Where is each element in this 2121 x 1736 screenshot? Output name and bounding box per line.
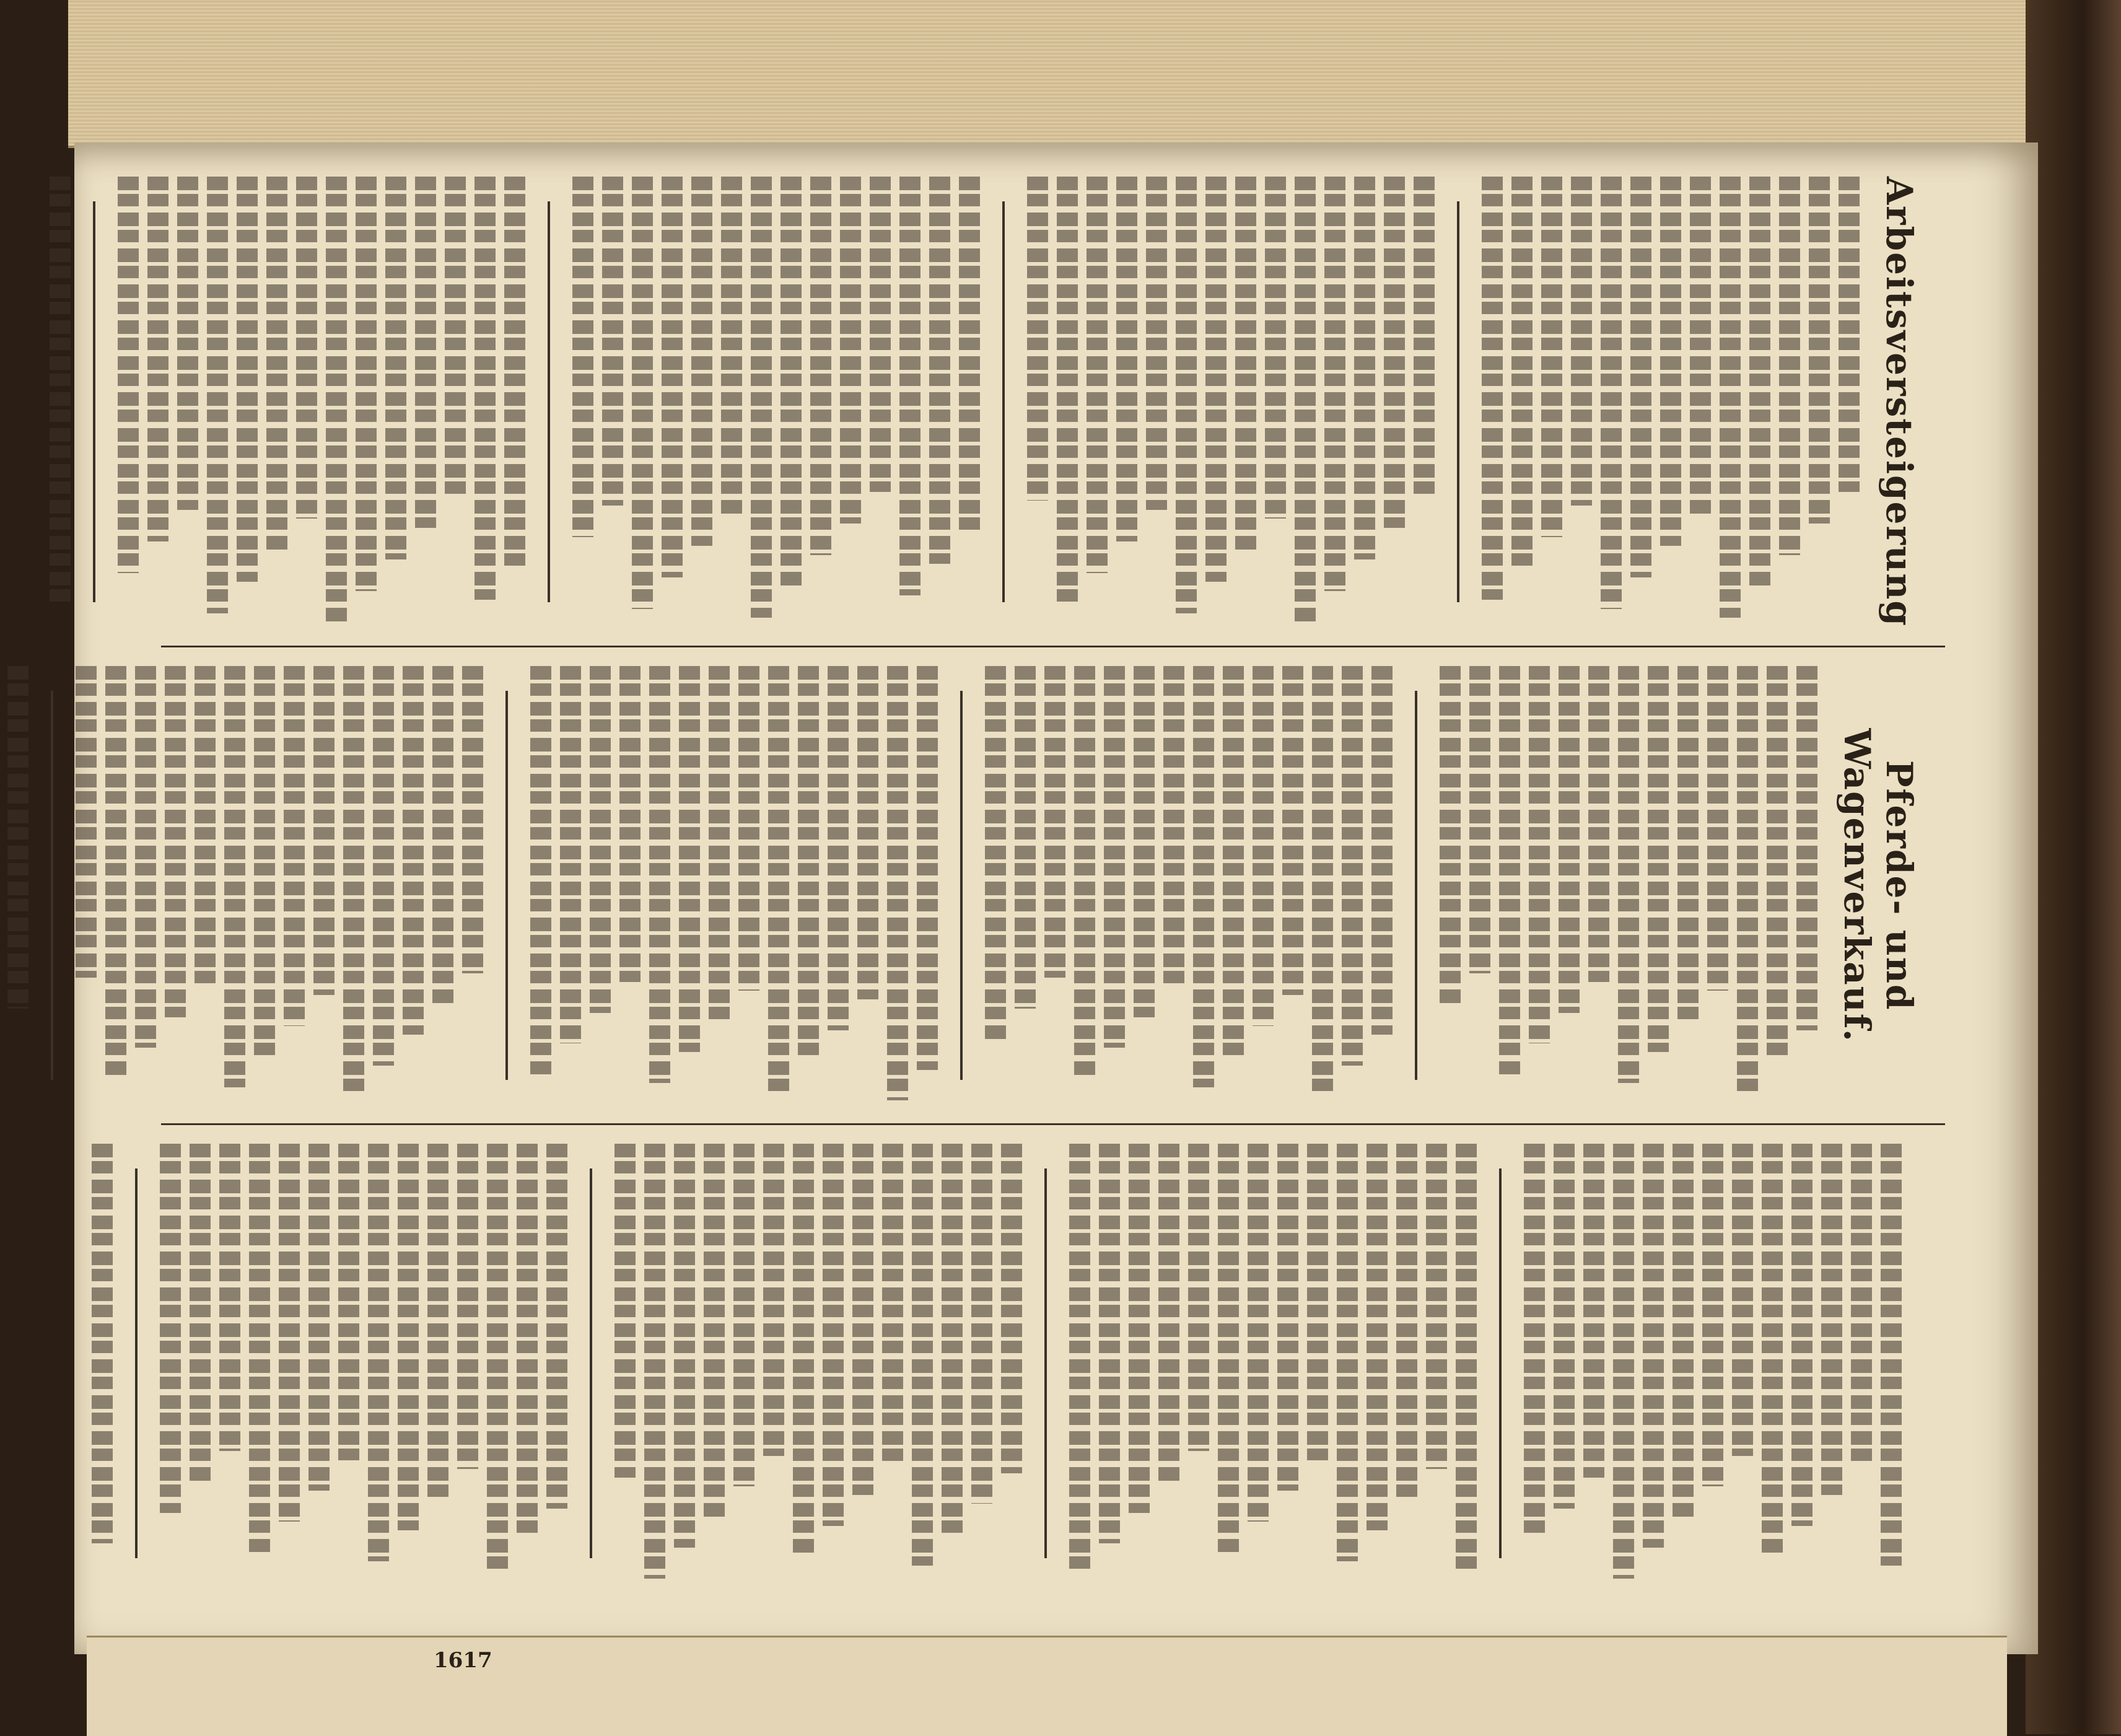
text-line [1324,177,1345,591]
text-line [1618,666,1639,1083]
text-line [165,666,186,1017]
text-line [1129,1144,1150,1512]
text-line [1312,666,1333,1096]
column-heading: Pferde- und Wagenverkauf. [1836,728,1920,1043]
text-line [7,666,28,1009]
section-rule [1044,1168,1047,1558]
text-line [1354,177,1375,559]
text-line [1809,177,1830,524]
text-line [1839,177,1860,492]
text-line [1223,666,1244,1057]
text-line [1648,666,1669,1053]
text-line [1282,666,1303,995]
text-line [504,177,525,568]
text-line [308,1144,330,1491]
section-rule [1002,201,1005,602]
text-line [560,666,581,1043]
text-line [1673,1144,1694,1517]
text-line [1074,666,1095,1079]
text-line [751,177,772,618]
text-line [614,1144,636,1477]
section-rule [135,1168,138,1558]
text-line [1702,1144,1723,1486]
text-line [1044,666,1065,978]
text-line [572,177,593,537]
text-line [899,177,921,595]
section-rule [1457,201,1459,602]
text-line [427,1144,448,1499]
text-line [887,666,908,1100]
text-line [118,177,139,573]
text-line [1571,177,1592,506]
text-line [1440,666,1461,1004]
text-line [828,666,849,1030]
text-line [190,1144,211,1482]
text-line [1456,1144,1477,1569]
text-line [1554,1144,1575,1508]
text-line [219,1144,240,1451]
text-line [1001,1144,1022,1473]
text-line [207,177,228,613]
text-line [177,177,198,510]
text-line [1384,177,1405,528]
text-line [1737,666,1758,1092]
text-line [823,1144,844,1525]
section-rule [590,1168,592,1558]
text-line [942,1144,963,1535]
column-right [161,1123,1945,1602]
text-line [1134,666,1155,1017]
text-line [1601,177,1622,609]
text-line [1396,1144,1417,1499]
text-line [517,1144,538,1539]
text-line [1613,1144,1634,1578]
column-left [161,158,1945,646]
text-line [1541,177,1562,537]
text-line [1342,666,1363,1066]
text-line [917,666,938,1070]
text-line [1643,1144,1664,1548]
text-line [343,666,364,1096]
text-line [92,1144,113,1543]
text-line [296,177,317,519]
text-line [368,1144,389,1561]
text-line [474,177,496,600]
text-line [674,1144,695,1548]
text-line [1511,177,1533,568]
text-line [959,177,980,532]
text-line [373,666,394,1066]
text-line [1469,666,1490,973]
text-line [266,177,287,550]
text-line [1791,1144,1813,1525]
text-line [1116,177,1137,541]
text-line [590,666,611,1013]
text-line [1367,1144,1388,1530]
text-line [679,666,700,1053]
text-line [870,177,891,492]
text-line [1235,177,1256,550]
section-rule [960,691,963,1081]
text-line [721,177,742,514]
text-line [738,666,759,991]
text-line [1295,177,1316,623]
text-line [1371,666,1393,1035]
text-line [1414,177,1435,496]
text-line [1524,1144,1545,1539]
text-line [135,666,156,1048]
section-rule [51,691,53,1081]
text-line [733,1144,754,1486]
text-line [1426,1144,1447,1468]
text-line [1027,177,1048,501]
text-line [1720,177,1741,618]
text-line [1690,177,1711,514]
text-line [249,1144,270,1552]
text-line [1248,1144,1269,1521]
text-line [852,1144,873,1495]
text-line [985,666,1006,1039]
text-line [1499,666,1520,1074]
text-line [338,1144,359,1460]
text-line [284,666,305,1026]
text-line [432,666,453,1004]
text-line [546,1144,567,1508]
text-line [810,177,831,555]
text-line [1176,177,1197,613]
text-line [415,177,436,528]
text-line [1277,1144,1298,1491]
text-line [1193,666,1214,1087]
text-line [224,666,245,1087]
text-line [768,666,789,1092]
text-line [619,666,641,982]
section-rule [1415,691,1417,1081]
text-line [1821,1144,1842,1495]
text-line [1707,666,1728,991]
text-line [1677,666,1699,1022]
text-line [457,1144,478,1468]
text-line [76,666,97,978]
text-line [403,666,424,1035]
text-line [1057,177,1078,605]
text-line [1583,1144,1604,1477]
text-line [237,177,258,582]
text-line [1015,666,1036,1009]
text-line [1762,1144,1783,1556]
text-line [1099,1144,1120,1543]
text-line [356,177,377,591]
text-lines [7,666,1817,1105]
text-line [1732,1144,1753,1455]
text-line [1630,177,1651,577]
text-line [1588,666,1609,982]
text-line [971,1144,992,1504]
text-line [1796,666,1817,1030]
rotated-text-block [161,158,1945,1602]
section-rule [1499,1168,1502,1558]
text-line [1158,1144,1179,1482]
text-line [1881,1144,1902,1565]
text-line [1337,1144,1358,1561]
text-line [1146,177,1167,510]
text-line [279,1144,300,1521]
text-lines [92,1144,1902,1583]
text-line [929,177,950,564]
text-line [1218,1144,1239,1552]
text-line [487,1144,508,1569]
text-line [1660,177,1681,546]
text-line [857,666,878,999]
text-line [50,177,71,605]
text-line [1205,177,1227,582]
page-edges [68,0,2044,148]
text-line [644,1144,665,1578]
section-rule [548,201,550,602]
text-line [1188,1144,1209,1451]
text-line [1087,177,1108,573]
text-line [793,1144,814,1556]
text-line [798,666,819,1061]
text-line [1104,666,1125,1048]
page-number: 1617 [434,1648,492,1673]
text-line [709,666,730,1022]
text-line [1767,666,1788,1061]
column-heading: Arbeitsversteigerung [1878,177,1920,627]
text-line [254,666,275,1057]
text-line [195,666,216,986]
section-rule [505,691,508,1081]
text-line [912,1144,933,1565]
text-lines [50,177,1860,627]
text-line [1749,177,1770,587]
text-line [649,666,670,1083]
text-line [1851,1144,1872,1464]
text-line [781,177,802,587]
text-line [602,177,623,506]
text-line [1163,666,1184,986]
next-page-strip [87,1636,2007,1736]
text-line [763,1144,784,1455]
text-line [704,1144,725,1517]
text-line [160,1144,181,1512]
text-line [398,1144,419,1530]
text-line [632,177,653,609]
section-rule [93,201,95,602]
text-line [385,177,406,559]
text-line [1307,1144,1328,1460]
text-line [462,666,483,973]
text-line [1529,666,1550,1043]
text-line [882,1144,903,1464]
text-line [691,177,712,546]
text-line [105,666,126,1079]
text-line [1482,177,1503,600]
book-spine [2026,0,2121,1734]
text-line [530,666,551,1074]
text-line [147,177,168,541]
text-line [1253,666,1274,1026]
text-line [313,666,335,995]
text-line [326,177,347,623]
text-line [840,177,861,524]
text-line [662,177,683,577]
text-line [1559,666,1580,1013]
column-middle [161,646,1945,1124]
text-line [1265,177,1286,519]
text-line [445,177,466,496]
text-line [1069,1144,1090,1574]
text-line [1779,177,1800,555]
